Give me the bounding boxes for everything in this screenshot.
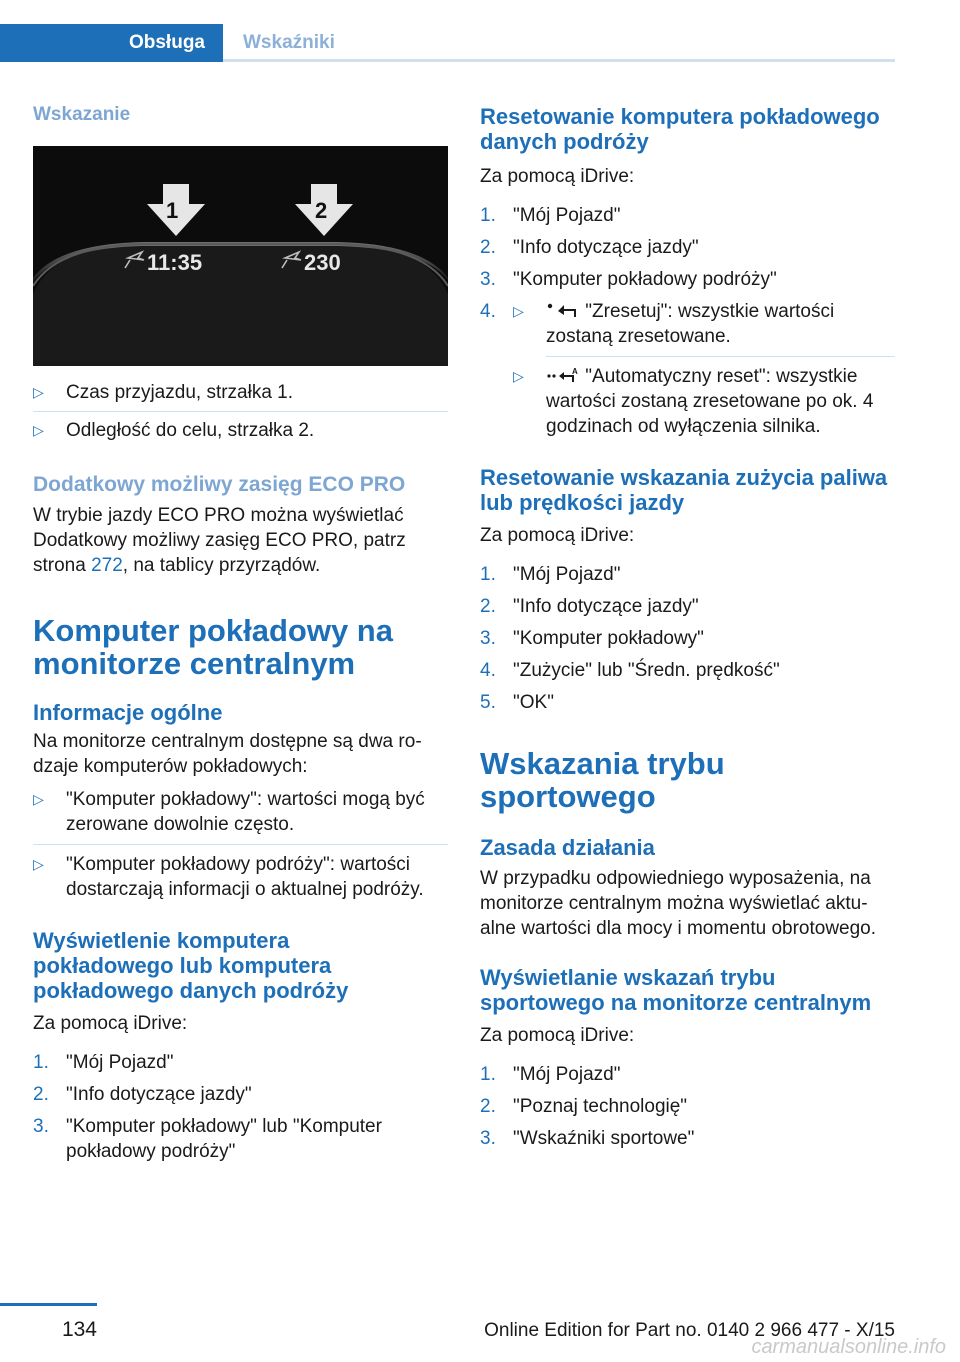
idrive-intro: Za pomocą iDrive: [33, 1013, 188, 1034]
auto-reset-option-item: ▷ A "Automatyczny reset": wszystkie wartości zostaną zresetowane po ok. 4 godzinach od wyłączenia silnika. [513, 366, 874, 437]
header-tabs [0, 0, 895, 62]
idrive-intro: Za pomocą iDrive: [480, 525, 635, 546]
list-spacer [480, 651, 895, 658]
principle-text: W przypadku odpowiedniego wyposażenia, na monitorze centralnym można wyświetlać aktualne wartości dla mocy i momentu obrotowego. [480, 868, 877, 939]
list-item: 5. "OK" [480, 692, 554, 713]
page-number: 134 [61, 1318, 97, 1341]
tab-wskazniki[interactable]: Wskaźniki [243, 32, 335, 53]
arrow-2-label: 2 [315, 198, 328, 223]
fuel-reset-steps [480, 562, 895, 715]
heading-reset-trip-computer: Resetowanie komputera pokładowego danych podróży [480, 104, 880, 154]
list-divider [33, 1078, 448, 1079]
list-spacer [480, 260, 895, 267]
list-spacer [480, 228, 895, 235]
list-item: 3. "Komputer pokładowy podróży" [480, 269, 777, 290]
list-spacer [480, 619, 895, 626]
list-divider [33, 844, 448, 845]
list-item: 1. "Mój Pojazd" [480, 205, 621, 226]
auto-reset-icon [546, 367, 580, 383]
list-spacer [480, 1119, 895, 1126]
list-item: 1. "Mój Pojazd" [480, 564, 621, 585]
footer-rule [0, 1303, 97, 1306]
list-spacer [480, 1087, 895, 1094]
reset-option-item: ▷ "Zresetuj": wszystkie wartości zostaną zresetowane. [513, 301, 835, 347]
list-item: ▷ Czas przyjazdu, strzałka 1. [33, 382, 294, 403]
reset-icon [546, 302, 580, 318]
idrive-intro: Za pomocą iDrive: [480, 166, 635, 187]
list-spacer [480, 292, 895, 299]
triangle-bullet-icon: ▷ [513, 368, 524, 384]
triangle-bullet-icon: ▷ [33, 856, 44, 872]
instrument-display-photo [33, 146, 448, 366]
reset-steps [480, 203, 895, 439]
watermark: carmanualsonline.info [751, 1336, 946, 1358]
list-item: 4. "Zużycie" lub "Średn. prędkość" [480, 660, 780, 681]
page-link-272[interactable]: 272 [91, 555, 123, 576]
photo-legend [33, 380, 448, 443]
list-item: ▷ "Komputer pokładowy": wartości mogą być zerowane dowolnie często. [33, 789, 425, 835]
heading-reset-fuel-speed: Resetowanie wskazania zużycia paliwa lub prędkości jazdy [480, 465, 888, 515]
list-divider [33, 1110, 448, 1111]
heading-display-computer: Wyświetlenie komputera pokładowego lub komputera pokładowego danych podróży [33, 928, 349, 1003]
tab-underline [223, 59, 895, 62]
triangle-bullet-icon: ▷ [33, 384, 44, 400]
arrow-1-label: 1 [166, 198, 179, 223]
list-item: 1. "Mój Pojazd" [33, 1052, 174, 1073]
section-title-central-monitor: Komputer pokładowy na monitorze centralnym [33, 613, 393, 681]
tab-obsluga[interactable]: Obsługa [0, 24, 223, 62]
computer-types-list [33, 787, 448, 902]
list-item: ▷ Odległość do celu, strzałka 2. [33, 420, 315, 441]
triangle-bullet-icon: ▷ [33, 791, 44, 807]
left-column [33, 100, 448, 1164]
heading-general-info: Informacje ogólne [33, 700, 223, 725]
idrive-intro: Za pomocą iDrive: [480, 1025, 635, 1046]
sport-display-steps [480, 1062, 895, 1151]
heading-sport-display: Wyświetlanie wskazań trybu sportowego na monitorze centralnym [480, 965, 872, 1015]
display-steps [33, 1050, 448, 1164]
list-item: 2. "Info dotyczące jazdy" [480, 237, 699, 258]
list-spacer [480, 587, 895, 594]
list-item: ▷ "Komputer pokładowy podróży": wartości dostarczają informacji o aktualnej podróży. [33, 854, 424, 900]
list-item: 3. "Komputer pokładowy" [480, 628, 704, 649]
list-item: 3. "Komputer pokładowy" lub "Komputer pokładowy podróży" [33, 1116, 382, 1162]
list-item: 1. "Mój Pojazd" [480, 1064, 621, 1085]
eco-pro-text: W trybie jazdy ECO PRO można wyświetlać Dodatkowy możliwy zasięg ECO PRO, patrz strona 272, na tablicy przyrządów. [33, 505, 406, 576]
svg-text:A: A [572, 367, 578, 376]
list-divider [33, 411, 448, 412]
triangle-bullet-icon: ▷ [513, 303, 524, 319]
triangle-bullet-icon: ▷ [33, 422, 44, 438]
eco-pro-heading: Dodatkowy możliwy zasięg ECO PRO [33, 473, 406, 496]
section-title-sport-displays: Wskazania trybu sportowego [480, 746, 725, 814]
list-item: 2. "Info dotyczące jazdy" [480, 596, 699, 617]
display-time: 11:35 [147, 250, 203, 275]
list-item: 4. ▷ "Zresetuj": wszystkie wartości zostaną zresetowane. ▷ A "Automatyczny reset": wszystkie wartości zostaną zresetowane po ok. 4 godzinach od wyłączenia silnika. [480, 299, 895, 439]
right-column [480, 104, 895, 1151]
heading-principle: Zasada działania [480, 835, 655, 860]
list-item: 2. "Info dotyczące jazdy" [33, 1084, 252, 1105]
list-divider [546, 356, 895, 357]
display-illustration [33, 146, 448, 366]
edition-text: Online Edition for Part no. 0140 2 966 477 - X/15 [484, 1320, 895, 1341]
display-distance: 230 [304, 250, 341, 275]
list-item: 2. "Poznaj technologię" [480, 1096, 688, 1117]
list-spacer [480, 683, 895, 690]
list-item: 3. "Wskaźniki sportowe" [480, 1128, 695, 1149]
general-info-text: Na monitorze centralnym dostępne są dwa rodzaje komputerów pokładowych: [33, 731, 422, 777]
label-wskazanie: Wskazanie [33, 104, 131, 125]
